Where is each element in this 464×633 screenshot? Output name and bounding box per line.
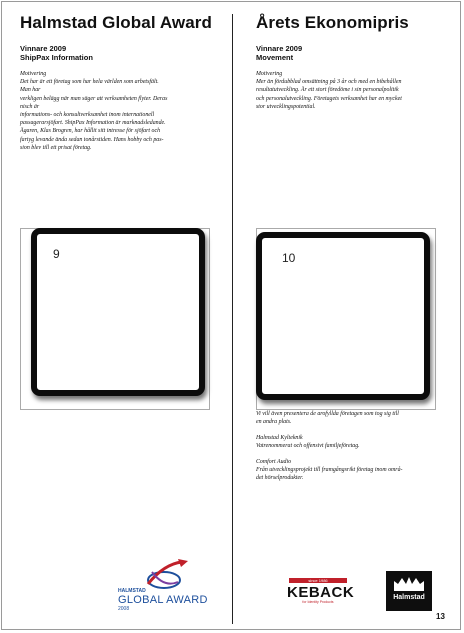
left-body — [20, 70, 220, 152]
runner-up-notes — [256, 410, 446, 482]
column-divider — [232, 14, 233, 624]
crown-icon — [386, 573, 432, 595]
right-winner: Movement — [256, 53, 294, 62]
right-column — [256, 12, 446, 111]
right-photo-placeholder — [256, 232, 430, 400]
body-line: verkligen belägg när man säger att verksamheten flyter. Deras — [20, 95, 168, 102]
notes-intro-line: en andra plats. — [256, 419, 292, 425]
runner-up-name: Comfort Audio — [256, 459, 292, 465]
right-photo-number: 10 — [282, 251, 296, 265]
body-line: Man har — [20, 87, 41, 94]
runner-up-desc: Vatrenommerat och offensivt familjeföretag. — [256, 443, 360, 449]
page-number: 13 — [436, 612, 445, 621]
left-column — [20, 12, 220, 152]
hga-line-3: 2008 — [118, 606, 130, 612]
halmstad-word: Halmstad — [393, 594, 425, 601]
keback-word: KEBACK — [287, 584, 355, 601]
runner-up-name: Halmstad Kylteknik — [256, 435, 303, 441]
body-line: fartyg levande ända sedan tonårstiden. Hans hobby och pas- — [20, 136, 164, 143]
hga-line-1: HALMSTAD — [118, 588, 146, 594]
body-line: sion blev till ett prisat företag. — [20, 144, 92, 151]
body-line: stor utvecklingspotential. — [256, 103, 316, 110]
body-line: Det har är ett företag som har hela världen som arbetsfält. — [20, 79, 159, 86]
globe-arrow-icon — [118, 558, 208, 592]
body-line: nisch är — [20, 103, 40, 110]
body-line: passagerarsjöfart. ShipPax Information är marknadsledande. — [20, 120, 166, 127]
right-body-label: Motivering — [256, 71, 283, 77]
halmstad-global-award-logo — [118, 558, 208, 614]
runner-up-desc: det hörselprodukter. — [256, 475, 304, 481]
body-line: och personalutveckling. Företagets verksamhet har en mycket — [256, 95, 402, 102]
right-year: Vinnare 2009 — [256, 44, 303, 53]
halmstad-logo — [386, 571, 432, 611]
left-body-label: Motivering — [20, 71, 47, 77]
body-line: Mer än fördubblad omsättning på 3 år och med en bibehållen — [256, 79, 402, 86]
left-winner: ShipPax Information — [20, 53, 93, 62]
notes-intro-line: Vi vill även presentera de arofyllda företagen som tog sig till — [256, 411, 399, 417]
left-meta — [20, 44, 220, 62]
left-photo-placeholder — [31, 228, 205, 396]
keback-tag: since 1986 — [289, 578, 347, 583]
left-year: Vinnare 2009 — [20, 44, 67, 53]
body-line: informations- och konsultverksamhet inom internationell — [20, 112, 155, 119]
runner-up-desc: Från utvecklingsprojekt till framgångsrikt företag inom områ- — [256, 467, 403, 473]
hga-line-2: GLOBAL AWARD — [118, 594, 208, 606]
left-title: Halmstad Global Award — [20, 13, 212, 32]
keback-sub: for Identity Products — [302, 600, 334, 604]
body-line: resultatutveckling. Är ett stort föredöme i sin personalpolitik — [256, 87, 399, 94]
right-title: Årets Ekonomipris — [256, 13, 409, 32]
left-photo-number: 9 — [53, 247, 60, 261]
keback-logo — [287, 578, 355, 606]
right-body — [256, 70, 446, 111]
right-meta — [256, 44, 446, 62]
body-line: Ägaren, Klas Brogren, har hållit sitt intresse för sjöfart och — [20, 128, 161, 135]
